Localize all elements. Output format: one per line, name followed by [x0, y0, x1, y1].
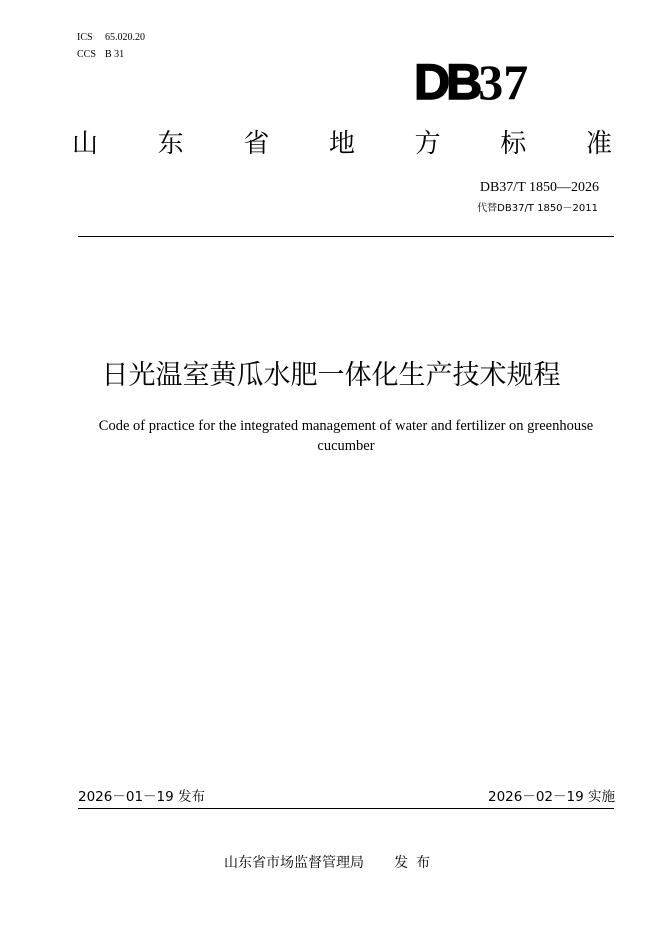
issuer	[0, 853, 662, 873]
issuer-name: 山东省市场监督管理局	[224, 855, 364, 871]
category-char: 标	[500, 129, 527, 159]
top-divider	[78, 236, 614, 237]
logo-number-text: 37	[478, 54, 529, 110]
bottom-divider	[78, 808, 614, 809]
category-char: 方	[414, 129, 441, 159]
issue-date: 2026－01－19 发布	[78, 789, 206, 805]
ics-value: 65.020.20	[105, 32, 145, 43]
standard-number: DB37/T 1850—2026	[479, 180, 599, 195]
ics-label: ICS	[77, 32, 93, 43]
category-char: 准	[585, 129, 612, 159]
category-char: 东	[157, 129, 184, 159]
document-title-english: Code of practice for the integrated management of water and fertilizer on greenhouse cucumber	[98, 418, 594, 454]
document-title-chinese: 日光温室黄瓜水肥一体化生产技术规程	[101, 360, 561, 391]
ics-code	[77, 31, 145, 45]
standard-logo	[414, 56, 564, 108]
ccs-value: B 31	[105, 49, 125, 60]
ccs-label: CCS	[77, 49, 96, 60]
replaces-standard: 代替DB37/T 1850－2011	[477, 203, 598, 214]
category-char: 省	[243, 129, 270, 159]
standard-category-title	[72, 126, 612, 166]
category-char: 地	[328, 129, 355, 159]
ccs-code	[77, 48, 124, 62]
implementation-date: 2026－02－19 实施	[487, 789, 615, 805]
category-char: 山	[72, 129, 99, 159]
logo-db-text: DB	[414, 54, 479, 110]
issuer-action: 发布	[394, 855, 438, 871]
